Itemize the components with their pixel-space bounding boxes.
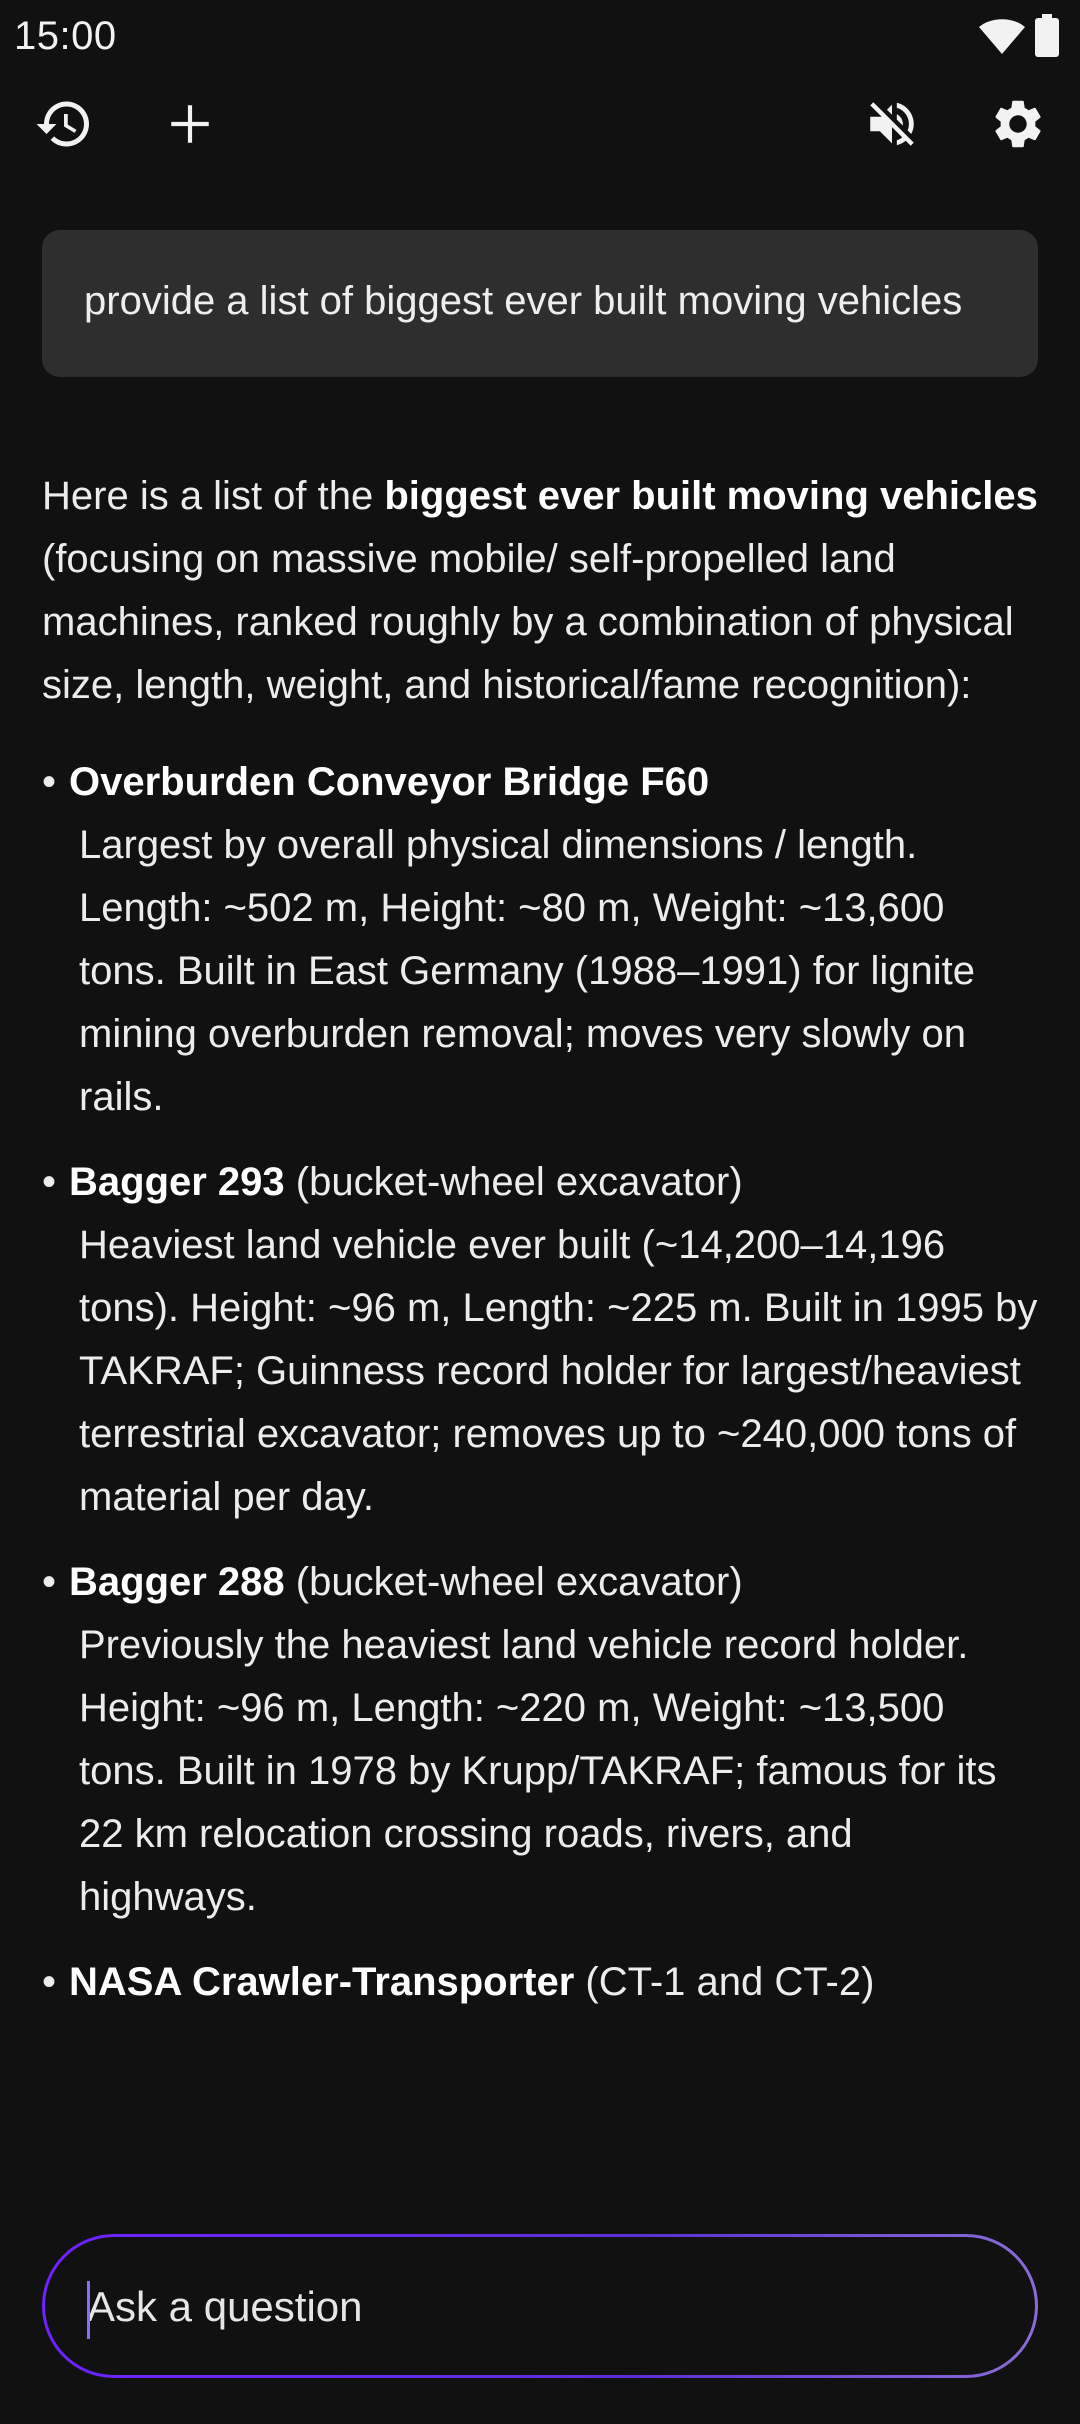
mute-button[interactable] bbox=[852, 86, 932, 166]
question-input[interactable] bbox=[85, 2237, 995, 2377]
bullet-dot: • bbox=[42, 1160, 57, 1204]
list-item bbox=[42, 751, 1038, 1129]
list-item bbox=[42, 1551, 1038, 1929]
item-description: Largest by overall physical dimensions / length. Length: ~502 m, Height: ~80 m, Weight: ~13,600 tons. Built in East Germany (1988–1991) for lignite mining overburden removal; moves very slowly on rails. bbox=[79, 823, 976, 1119]
list-item bbox=[42, 1951, 1038, 2014]
text-cursor bbox=[87, 2281, 90, 2339]
question-input-container bbox=[42, 2234, 1038, 2378]
answer-intro-pre: Here is a list of the bbox=[42, 474, 385, 518]
item-title: Bagger 288 bbox=[69, 1560, 285, 1604]
toolbar bbox=[0, 86, 1080, 166]
user-message-bubble bbox=[42, 230, 1038, 377]
item-title: Bagger 293 bbox=[69, 1160, 285, 1204]
answer-intro-post: (focusing on massive mobile/ self-propelled land machines, ranked roughly by a combination of physical size, length, weight, and historical/fame recognition): bbox=[42, 537, 1014, 707]
vehicle-list bbox=[42, 751, 1038, 2014]
status-icons bbox=[978, 14, 1060, 63]
bullet-dot: • bbox=[42, 1560, 57, 1604]
battery-icon bbox=[1034, 14, 1060, 63]
status-bar bbox=[0, 0, 1080, 78]
list-item bbox=[42, 1151, 1038, 1529]
gear-icon bbox=[989, 95, 1047, 158]
assistant-answer bbox=[42, 465, 1038, 2014]
status-time: 15:00 bbox=[14, 14, 117, 58]
settings-button[interactable] bbox=[978, 86, 1058, 166]
item-title: NASA Crawler-Transporter bbox=[69, 1960, 575, 2004]
bullet-dot: • bbox=[42, 1960, 57, 2004]
question-input-inner bbox=[45, 2237, 1035, 2375]
answer-intro-bold: biggest ever built moving vehicles bbox=[384, 474, 1038, 518]
volume-off-icon bbox=[863, 95, 921, 158]
user-message-text: provide a list of biggest ever built moving vehicles bbox=[84, 279, 963, 323]
history-icon bbox=[34, 94, 94, 159]
item-title: Overburden Conveyor Bridge F60 bbox=[69, 760, 710, 804]
item-subtitle: (bucket-wheel excavator) bbox=[284, 1160, 743, 1204]
plus-icon bbox=[165, 99, 215, 154]
bullet-dot: • bbox=[42, 760, 57, 804]
item-subtitle: (bucket-wheel excavator) bbox=[284, 1560, 743, 1604]
chat-area[interactable] bbox=[42, 230, 1038, 2192]
history-button[interactable] bbox=[24, 86, 104, 166]
item-description: Heaviest land vehicle ever built (~14,200–14,196 tons). Height: ~96 m, Length: ~225 m. Built in 1995 by TAKRAF; Guinness record holder for largest/heaviest terrestrial excavator; removes up to ~240,000 tons of material per day. bbox=[79, 1223, 1038, 1519]
answer-intro bbox=[42, 465, 1038, 717]
item-description: Previously the heaviest land vehicle record holder. Height: ~96 m, Length: ~220 m, Weight: ~13,500 tons. Built in 1978 by Krupp/TAKRAF; famous for its 22 km relocation crossing roads, rivers, and highways. bbox=[79, 1623, 997, 1919]
item-subtitle: (CT-1 and CT-2) bbox=[574, 1960, 875, 2004]
wifi-icon bbox=[978, 16, 1026, 61]
new-chat-button[interactable] bbox=[150, 86, 230, 166]
